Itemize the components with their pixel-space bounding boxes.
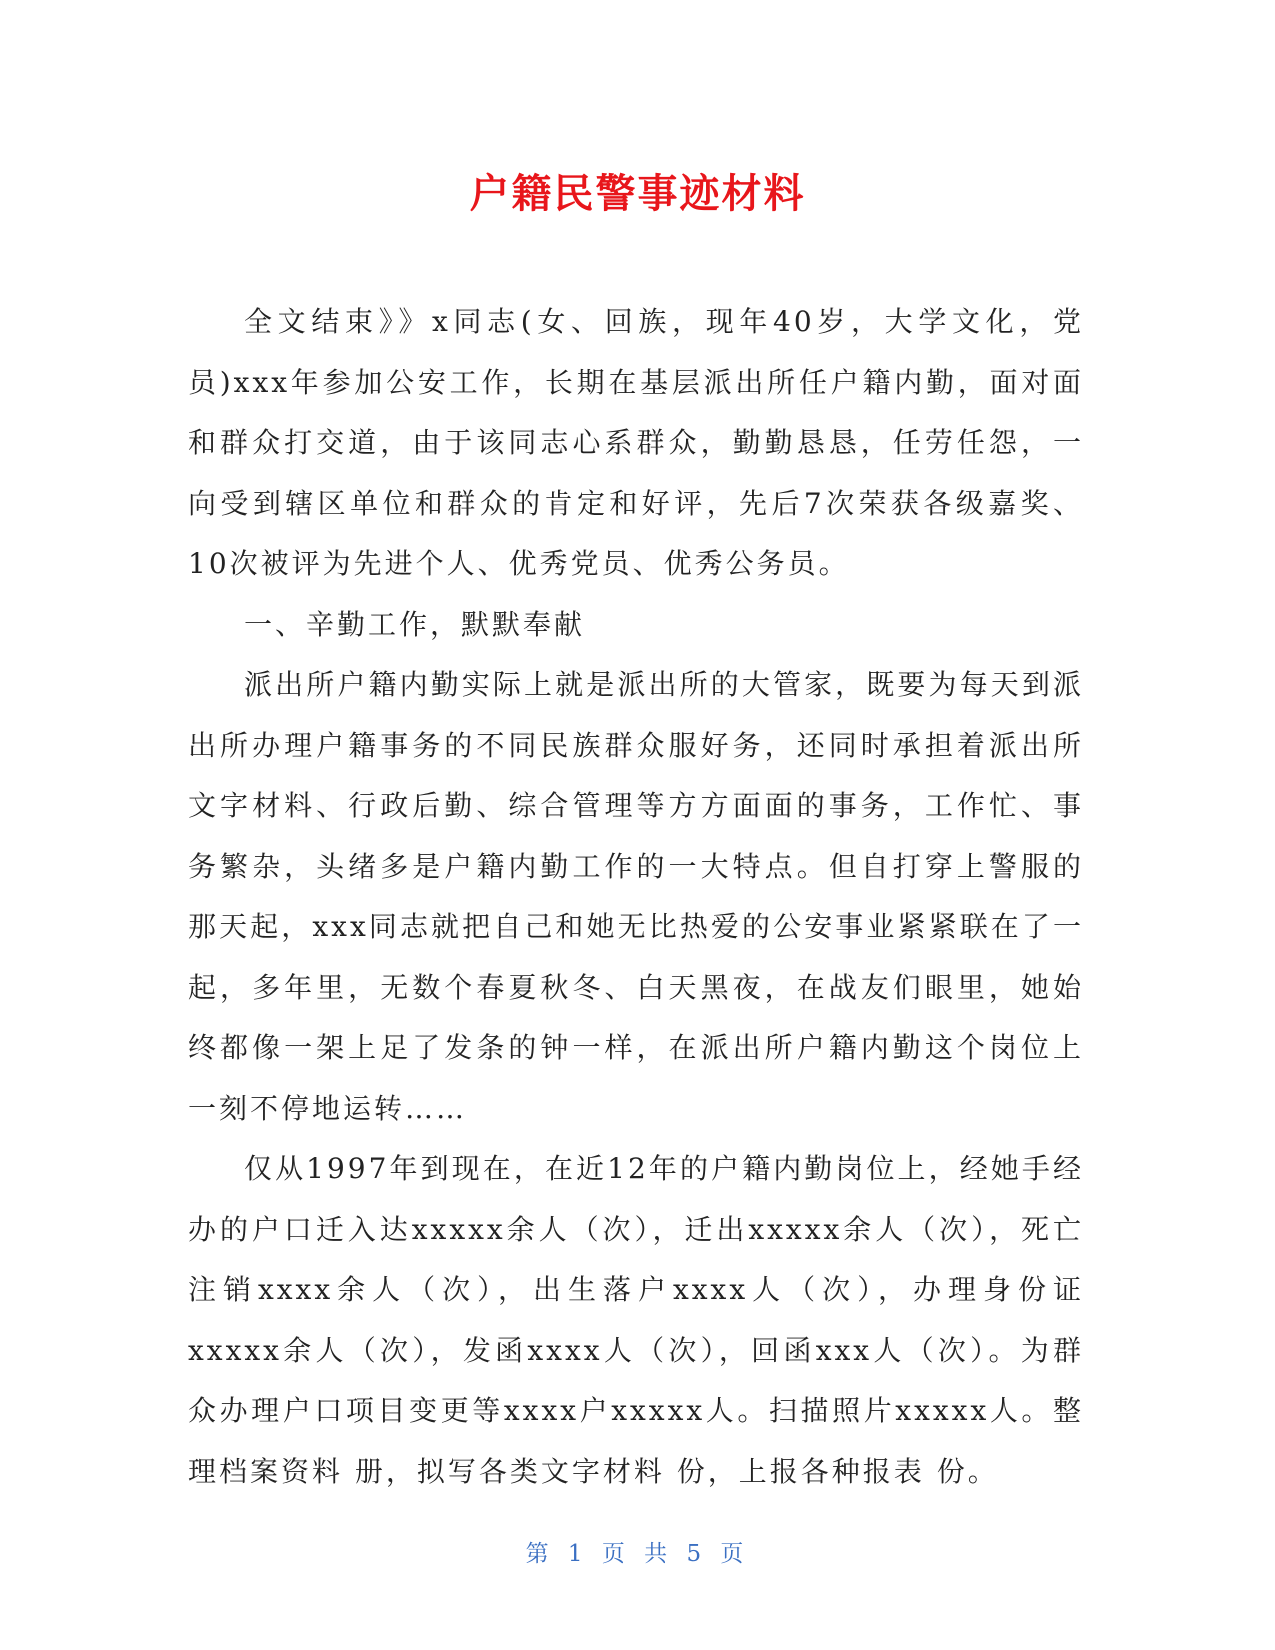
section-heading-1: 一、辛勤工作，默默奉献 (244, 607, 586, 641)
paragraph-intro: 全文结束》》x同志(女、回族，现年40岁，大学文化，党员)xxx年参加公安工作，长期在基层派出所任户籍内勤，面对面和群众打交道，由于该同志心系群众，勤勤恳恳，任劳任怨，一向受到辖区单位和群众的肯定和好评，先后7次荣获各级嘉奖、10次被评为先进个人、优秀党员、优秀公务员。 (188, 305, 1084, 580)
paragraph-duties: 派出所户籍内勤实际上就是派出所的大管家，既要为每天到派出所办理户籍事务的不同民族群众服好务，还同时承担着派出所文字材料、行政后勤、综合管理等方方面面的事务，工作忙、事务繁杂，头绪多是户籍内勤工作的一大特点。但自打穿上警服的那天起，xxx同志就把自己和她无比热爱的公安事业紧紧联在了一起，多年里，无数个春夏秋冬、白天黑夜，在战友们眼里，她始终都像一架上足了发条的钟一样，在派出所户籍内勤这个岗位上一刻不停地运转…… (188, 668, 1084, 1125)
document-title: 户籍民警事迹材料 (469, 171, 806, 217)
document-body (188, 292, 1084, 1502)
paragraph-statistics: 仅从1997年到现在，在近12年的户籍内勤岗位上，经她手经办的户口迁入达xxxxx余人（次），迁出xxxxx余人（次），死亡注销xxxx余人（次），出生落户xxxx人（次），办理身份证xxxxx余人（次），发函xxxx人（次），回函xxx人（次）。为群众办理户口项目变更等xxxx户xxxxx人。扫描照片xxxxx人。整理档案资料 册，拟写各类文字材料 份，上报各种报表 份。 (188, 1152, 1084, 1488)
page-number-footer: 第 1 页 共 5 页 (525, 1541, 750, 1567)
